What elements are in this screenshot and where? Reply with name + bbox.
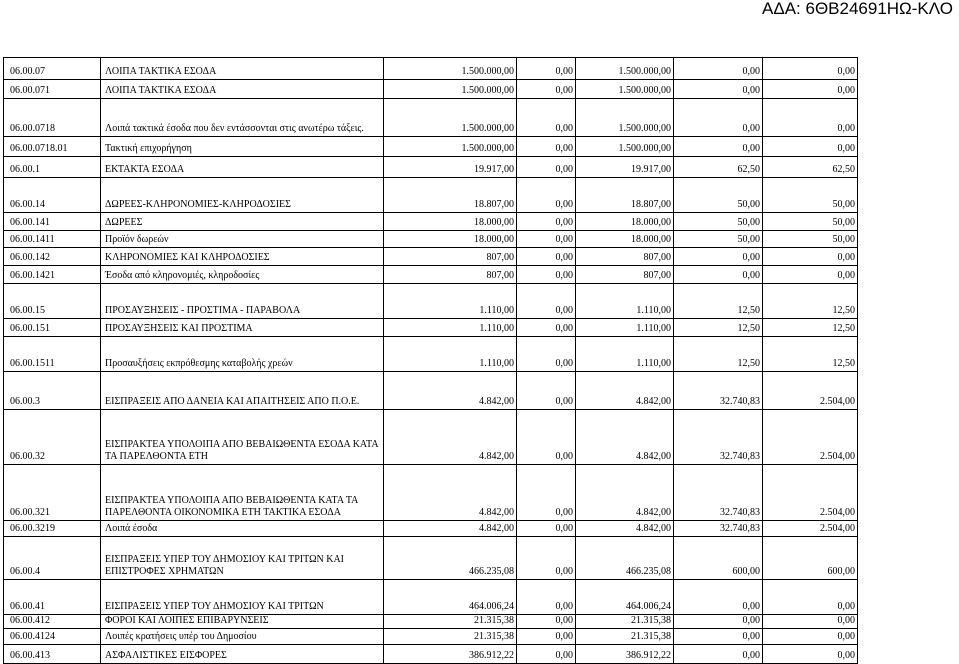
code-cell: 06.00.4124 [4,629,101,645]
code-cell: 06.00.3219 [4,521,101,537]
change-cell: 0,00 [517,284,576,319]
final-budget-cell: 1.500.000,00 [576,80,674,99]
collected-cell: 0,00 [763,99,858,137]
certified-cell: 0,00 [674,266,763,284]
table-row [4,580,858,615]
table-row [4,537,858,580]
description-cell: ΕΚΤΑΚΤΑ ΕΣΟΔΑ [101,157,384,178]
collected-cell: 0,00 [763,580,858,615]
initial-budget-cell: 1.500.000,00 [384,58,517,80]
certified-cell: 50,00 [674,213,763,231]
initial-budget-cell: 386.912,22 [384,645,517,664]
change-cell: 0,00 [517,372,576,410]
description-cell: ΛΟΙΠΑ ΤΑΚΤΙΚΑ ΕΣΟΔΑ [101,58,384,80]
change-cell: 0,00 [517,213,576,231]
final-budget-cell: 4.842,00 [576,372,674,410]
final-budget-cell: 18.807,00 [576,178,674,213]
collected-cell: 0,00 [763,248,858,266]
table-row [4,410,858,465]
collected-cell: 50,00 [763,213,858,231]
code-cell: 06.00.0718 [4,99,101,137]
code-cell: 06.00.0718.01 [4,137,101,157]
code-cell: 06.00.151 [4,319,101,337]
code-cell: 06.00.1421 [4,266,101,284]
final-budget-cell: 1.110,00 [576,337,674,372]
ada-header: ΑΔΑ: 6ΘΒ24691ΗΩ-ΚΛΟ [762,0,953,18]
final-budget-cell: 1.500.000,00 [576,58,674,80]
description-cell: ΕΙΣΠΡΑΞΕΙΣ ΥΠΕΡ ΤΟΥ ΔΗΜΟΣΙΟΥ ΚΑΙ ΤΡΙΤΩΝ [101,580,384,615]
certified-cell: 0,00 [674,580,763,615]
initial-budget-cell: 464.006,24 [384,580,517,615]
change-cell: 0,00 [517,58,576,80]
table-row [4,266,858,284]
initial-budget-cell: 4.842,00 [384,372,517,410]
collected-cell: 2.504,00 [763,372,858,410]
description-cell: Προϊόν δωρεών [101,231,384,248]
final-budget-cell: 18.000,00 [576,231,674,248]
collected-cell: 12,50 [763,284,858,319]
table-row [4,372,858,410]
certified-cell: 32.740,83 [674,372,763,410]
table-row [4,137,858,157]
certified-cell: 600,00 [674,537,763,580]
code-cell: 06.00.071 [4,80,101,99]
initial-budget-cell: 18.000,00 [384,213,517,231]
collected-cell: 12,50 [763,337,858,372]
certified-cell: 0,00 [674,615,763,629]
description-cell: ΕΙΣΠΡΑΚΤΕΑ ΥΠΟΛΟΙΠΑ ΑΠΟ ΒΕΒΑΙΩΘΕΝΤΑ ΕΣΟΔΑ ΚΑΤΑ ΤΑ ΠΑΡΕΛΘΟΝΤΑ ΕΤΗ [101,410,384,465]
change-cell: 0,00 [517,99,576,137]
code-cell: 06.00.07 [4,58,101,80]
initial-budget-cell: 1.500.000,00 [384,137,517,157]
initial-budget-cell: 466.235,08 [384,537,517,580]
table-row [4,157,858,178]
change-cell: 0,00 [517,248,576,266]
change-cell: 0,00 [517,645,576,664]
code-cell: 06.00.32 [4,410,101,465]
description-cell: ΕΙΣΠΡΑΞΕΙΣ ΑΠΟ ΔΑΝΕΙΑ ΚΑΙ ΑΠΑΙΤΗΣΕΙΣ ΑΠΟ Π.Ο.Ε. [101,372,384,410]
certified-cell: 0,00 [674,629,763,645]
table-row [4,80,858,99]
collected-cell: 0,00 [763,615,858,629]
code-cell: 06.00.413 [4,645,101,664]
description-cell: ΕΙΣΠΡΑΚΤΕΑ ΥΠΟΛΟΙΠΑ ΑΠΟ ΒΕΒΑΙΩΘΕΝΤΑ ΚΑΤΑ ΤΑ ΠΑΡΕΛΘΟΝΤΑ ΟΙΚΟΝΟΜΙΚΑ ΕΤΗ ΤΑΚΤΙΚΑ ΕΣΟΔΑ [101,465,384,521]
code-cell: 06.00.412 [4,615,101,629]
table-row [4,337,858,372]
initial-budget-cell: 1.110,00 [384,337,517,372]
initial-budget-cell: 1.500.000,00 [384,99,517,137]
initial-budget-cell: 4.842,00 [384,465,517,521]
change-cell: 0,00 [517,521,576,537]
collected-cell: 0,00 [763,629,858,645]
certified-cell: 32.740,83 [674,410,763,465]
description-cell: ΠΡΟΣΑΥΞΗΣΕΙΣ ΚΑΙ ΠΡΟΣΤΙΜΑ [101,319,384,337]
certified-cell: 12,50 [674,284,763,319]
certified-cell: 62,50 [674,157,763,178]
final-budget-cell: 21.315,38 [576,629,674,645]
change-cell: 0,00 [517,231,576,248]
certified-cell: 0,00 [674,99,763,137]
collected-cell: 600,00 [763,537,858,580]
code-cell: 06.00.321 [4,465,101,521]
code-cell: 06.00.1411 [4,231,101,248]
table-row [4,58,858,80]
certified-cell: 12,50 [674,337,763,372]
code-cell: 06.00.41 [4,580,101,615]
collected-cell: 12,50 [763,319,858,337]
final-budget-cell: 4.842,00 [576,521,674,537]
code-cell: 06.00.1511 [4,337,101,372]
final-budget-cell: 807,00 [576,248,674,266]
initial-budget-cell: 1.110,00 [384,284,517,319]
collected-cell: 62,50 [763,157,858,178]
final-budget-cell: 464.006,24 [576,580,674,615]
description-cell: ΠΡΟΣΑΥΞΗΣΕΙΣ - ΠΡΟΣΤΙΜΑ - ΠΑΡΑΒΟΛΑ [101,284,384,319]
initial-budget-cell: 21.315,38 [384,629,517,645]
initial-budget-cell: 807,00 [384,248,517,266]
collected-cell: 50,00 [763,178,858,213]
change-cell: 0,00 [517,178,576,213]
final-budget-cell: 4.842,00 [576,465,674,521]
certified-cell: 50,00 [674,231,763,248]
code-cell: 06.00.142 [4,248,101,266]
budget-table [3,57,858,664]
change-cell: 0,00 [517,410,576,465]
code-cell: 06.00.141 [4,213,101,231]
collected-cell: 0,00 [763,266,858,284]
description-cell: Λοιπά έσοδα [101,521,384,537]
description-cell: Προσαυξήσεις εκπρόθεσμης καταβολής χρεών [101,337,384,372]
description-cell: ΑΣΦΑΛΙΣΤΙΚΕΣ ΕΙΣΦΟΡΕΣ [101,645,384,664]
certified-cell: 0,00 [674,80,763,99]
change-cell: 0,00 [517,580,576,615]
collected-cell: 0,00 [763,58,858,80]
initial-budget-cell: 1.500.000,00 [384,80,517,99]
table-row [4,319,858,337]
collected-cell: 2.504,00 [763,521,858,537]
change-cell: 0,00 [517,137,576,157]
description-cell: ΛΟΙΠΑ ΤΑΚΤΙΚΑ ΕΣΟΔΑ [101,80,384,99]
final-budget-cell: 466.235,08 [576,537,674,580]
initial-budget-cell: 18.000,00 [384,231,517,248]
final-budget-cell: 807,00 [576,266,674,284]
description-cell: Λοιπές κρατήσεις υπέρ του Δημοσίου [101,629,384,645]
description-cell: ΕΙΣΠΡΑΞΕΙΣ ΥΠΕΡ ΤΟΥ ΔΗΜΟΣΙΟΥ ΚΑΙ ΤΡΙΤΩΝ ΚΑΙ ΕΠΙΣΤΡΟΦΕΣ ΧΡΗΜΑΤΩΝ [101,537,384,580]
final-budget-cell: 19.917,00 [576,157,674,178]
description-cell: Έσοδα από κληρονομιές, κληροδοσίες [101,266,384,284]
initial-budget-cell: 1.110,00 [384,319,517,337]
change-cell: 0,00 [517,537,576,580]
table-row [4,284,858,319]
certified-cell: 50,00 [674,178,763,213]
change-cell: 0,00 [517,157,576,178]
initial-budget-cell: 4.842,00 [384,521,517,537]
table-row [4,465,858,521]
initial-budget-cell: 19.917,00 [384,157,517,178]
initial-budget-cell: 18.807,00 [384,178,517,213]
collected-cell: 2.504,00 [763,465,858,521]
change-cell: 0,00 [517,465,576,521]
table-row [4,248,858,266]
code-cell: 06.00.14 [4,178,101,213]
table-row [4,521,858,537]
certified-cell: 12,50 [674,319,763,337]
description-cell: ΦΟΡΟΙ ΚΑΙ ΛΟΙΠΕΣ ΕΠΙΒΑΡΥΝΣΕΙΣ [101,615,384,629]
final-budget-cell: 1.500.000,00 [576,137,674,157]
change-cell: 0,00 [517,266,576,284]
final-budget-cell: 1.500.000,00 [576,99,674,137]
table-row [4,99,858,137]
table-row [4,615,858,629]
change-cell: 0,00 [517,80,576,99]
collected-cell: 2.504,00 [763,410,858,465]
certified-cell: 0,00 [674,248,763,266]
description-cell: ΔΩΡΕΕΣ-ΚΛΗΡΟΝΟΜΙΕΣ-ΚΛΗΡΟΔΟΣΙΕΣ [101,178,384,213]
description-cell: ΚΛΗΡΟΝΟΜΙΕΣ ΚΑΙ ΚΛΗΡΟΔΟΣΙΕΣ [101,248,384,266]
table-row [4,213,858,231]
description-cell: Τακτική επιχορήγηση [101,137,384,157]
collected-cell: 0,00 [763,137,858,157]
certified-cell: 32.740,83 [674,521,763,537]
initial-budget-cell: 4.842,00 [384,410,517,465]
certified-cell: 0,00 [674,137,763,157]
code-cell: 06.00.1 [4,157,101,178]
final-budget-cell: 21.315,38 [576,615,674,629]
table-row [4,231,858,248]
description-cell: Λοιπά τακτικά έσοδα που δεν εντάσσονται στις ανωτέρω τάξεις. [101,99,384,137]
budget-table-body [4,58,858,664]
code-cell: 06.00.15 [4,284,101,319]
change-cell: 0,00 [517,337,576,372]
initial-budget-cell: 21.315,38 [384,615,517,629]
table-row [4,645,858,664]
table-row [4,178,858,213]
collected-cell: 0,00 [763,645,858,664]
change-cell: 0,00 [517,319,576,337]
change-cell: 0,00 [517,615,576,629]
collected-cell: 50,00 [763,231,858,248]
change-cell: 0,00 [517,629,576,645]
certified-cell: 0,00 [674,645,763,664]
table-row [4,629,858,645]
final-budget-cell: 4.842,00 [576,410,674,465]
code-cell: 06.00.4 [4,537,101,580]
certified-cell: 0,00 [674,58,763,80]
final-budget-cell: 386.912,22 [576,645,674,664]
final-budget-cell: 1.110,00 [576,284,674,319]
certified-cell: 32.740,83 [674,465,763,521]
initial-budget-cell: 807,00 [384,266,517,284]
description-cell: ΔΩΡΕΕΣ [101,213,384,231]
code-cell: 06.00.3 [4,372,101,410]
final-budget-cell: 18.000,00 [576,213,674,231]
collected-cell: 0,00 [763,80,858,99]
final-budget-cell: 1.110,00 [576,319,674,337]
